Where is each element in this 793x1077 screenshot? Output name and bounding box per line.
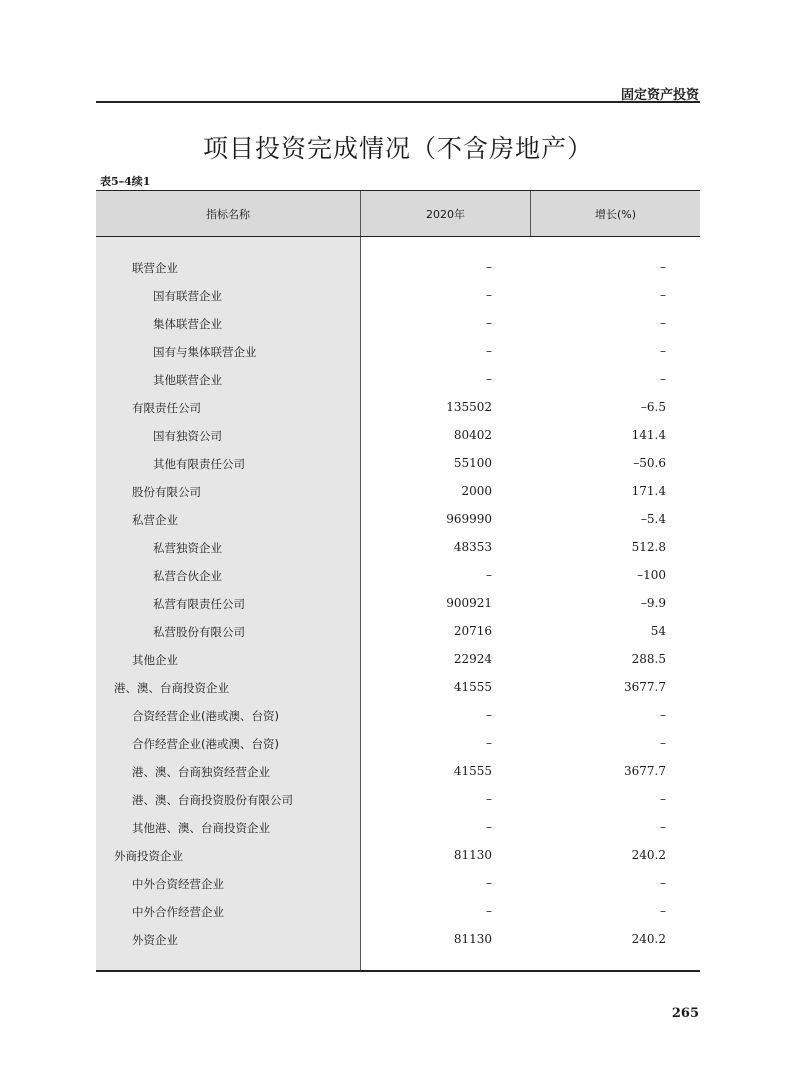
table-row: [96, 842, 700, 870]
row-growth: –: [660, 876, 666, 890]
row-growth: –9.9: [640, 596, 666, 610]
table-row: [96, 870, 700, 898]
row-value: –: [486, 372, 492, 386]
table-bottom-rule: [96, 970, 700, 972]
row-value: –: [486, 260, 492, 274]
row-growth: –: [660, 372, 666, 386]
row-value: –: [486, 876, 492, 890]
row-value: –: [486, 708, 492, 722]
row-growth: 512.8: [631, 540, 666, 554]
row-name: 联营企业: [132, 261, 178, 275]
row-value: –: [486, 288, 492, 302]
row-growth: 54: [650, 624, 666, 638]
row-value: –: [486, 820, 492, 834]
table-row: [96, 366, 700, 394]
row-name: 其他港、澳、台商投资企业: [132, 821, 270, 835]
row-growth: 171.4: [631, 484, 666, 498]
row-name: 私营股份有限公司: [153, 625, 245, 639]
table-row: [96, 618, 700, 646]
table-row: [96, 422, 700, 450]
row-name: 其他有限责任公司: [153, 457, 245, 471]
row-name: 合资经营企业(港或澳、台资): [132, 709, 279, 723]
row-name: 合作经营企业(港或澳、台资): [132, 737, 279, 751]
row-growth: –: [660, 260, 666, 274]
row-growth: 3677.7: [624, 764, 666, 778]
table-row: [96, 926, 700, 954]
row-name: 国有与集体联营企业: [153, 345, 257, 359]
table-row: [96, 338, 700, 366]
row-name: 私营企业: [132, 513, 178, 527]
page-title: 项目投资完成情况（不含房地产）: [202, 134, 593, 163]
table-row: [96, 310, 700, 338]
column-header-indicator: 指标名称: [96, 191, 361, 236]
row-name: 外商投资企业: [114, 849, 183, 863]
row-value: 81130: [453, 848, 492, 862]
row-growth: –5.4: [640, 512, 666, 526]
table-row: [96, 674, 700, 702]
row-growth: 240.2: [631, 932, 666, 946]
table-row: [96, 758, 700, 786]
row-name: 其他企业: [132, 653, 178, 667]
row-name: 集体联营企业: [153, 317, 222, 331]
row-growth: –50.6: [633, 456, 666, 470]
table-row: [96, 786, 700, 814]
row-value: 20716: [453, 624, 492, 638]
row-value: 2000: [461, 484, 492, 498]
row-value: –: [486, 344, 492, 358]
table-row: [96, 702, 700, 730]
table-row: [96, 730, 700, 758]
table-row: [96, 254, 700, 282]
row-name: 港、澳、台商独资经营企业: [132, 765, 270, 779]
row-value: 969990: [446, 512, 492, 526]
table-row: [96, 898, 700, 926]
row-growth: 3677.7: [624, 680, 666, 694]
row-growth: –: [660, 288, 666, 302]
row-growth: 141.4: [631, 428, 666, 442]
row-name: 私营有限责任公司: [153, 597, 245, 611]
row-value: –: [486, 904, 492, 918]
row-name: 国有联营企业: [153, 289, 222, 303]
row-name: 中外合作经营企业: [132, 905, 224, 919]
table-row: [96, 282, 700, 310]
row-growth: 240.2: [631, 848, 666, 862]
row-name: 港、澳、台商投资企业: [114, 681, 229, 695]
table-body: [96, 254, 700, 954]
table-row: [96, 534, 700, 562]
row-value: 22924: [453, 652, 492, 666]
row-value: 900921: [446, 596, 492, 610]
row-growth: –: [660, 708, 666, 722]
row-name: 私营独资企业: [153, 541, 222, 555]
running-head: 固定资产投资: [620, 88, 699, 103]
row-value: 80402: [453, 428, 492, 442]
row-value: 48353: [453, 540, 492, 554]
table-row: [96, 478, 700, 506]
page-number: 265: [671, 1006, 699, 1021]
row-growth: –: [660, 792, 666, 806]
table-row: [96, 394, 700, 422]
row-value: 41555: [453, 764, 492, 778]
row-value: –: [486, 736, 492, 750]
row-name: 外资企业: [132, 933, 178, 947]
table-id: 表5–4续1: [100, 175, 151, 188]
row-growth: –: [660, 316, 666, 330]
table-row: [96, 506, 700, 534]
table-row: [96, 450, 700, 478]
row-growth: –: [660, 736, 666, 750]
row-value: –: [486, 316, 492, 330]
row-growth: –100: [637, 568, 666, 582]
row-name: 股份有限公司: [132, 485, 201, 499]
row-growth: –: [660, 904, 666, 918]
header-rule: [96, 101, 700, 103]
row-value: –: [486, 568, 492, 582]
row-value: 55100: [453, 456, 492, 470]
row-growth: –: [660, 820, 666, 834]
table-row: [96, 590, 700, 618]
row-value: 41555: [453, 680, 492, 694]
row-name: 港、澳、台商投资股份有限公司: [132, 793, 293, 807]
row-name: 国有独资公司: [153, 429, 222, 443]
table-row: [96, 646, 700, 674]
row-name: 其他联营企业: [153, 373, 222, 387]
row-growth: –: [660, 344, 666, 358]
table-row: [96, 562, 700, 590]
row-value: 81130: [453, 932, 492, 946]
row-growth: –6.5: [640, 400, 666, 414]
table-header: [96, 191, 700, 237]
row-name: 中外合资经营企业: [132, 877, 224, 891]
table-row: [96, 814, 700, 842]
row-value: –: [486, 792, 492, 806]
row-name: 私营合伙企业: [153, 569, 222, 583]
column-header-growth: 增长(%): [594, 207, 637, 221]
column-header-year: 2020年: [361, 191, 531, 236]
row-growth: 288.5: [631, 652, 666, 666]
row-name: 有限责任公司: [132, 401, 201, 415]
row-value: 135502: [446, 400, 492, 414]
